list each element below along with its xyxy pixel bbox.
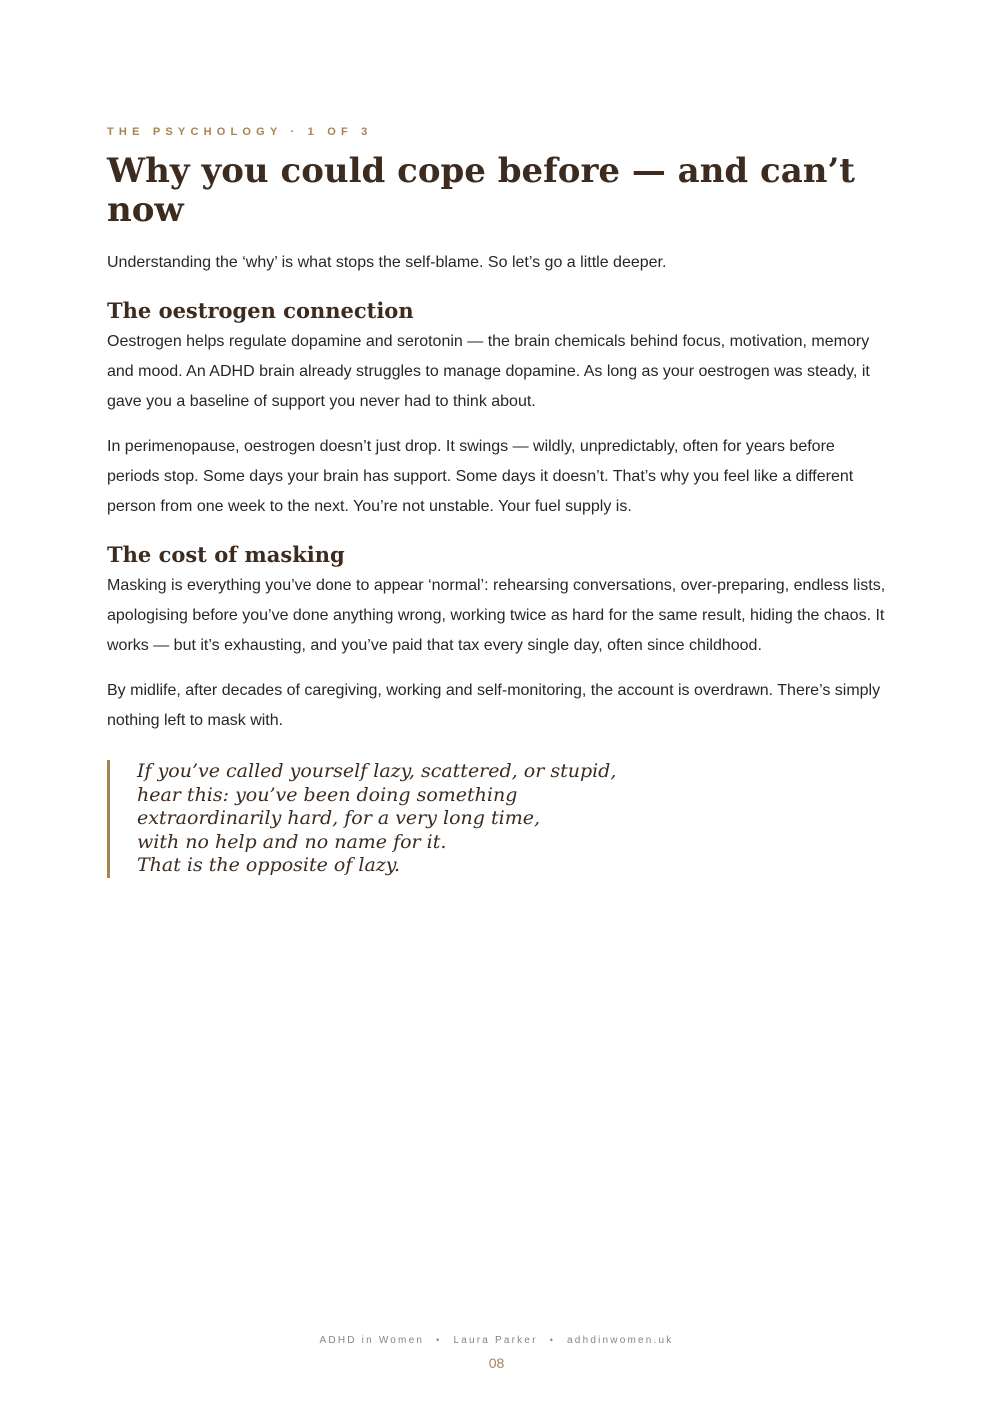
section-masking xyxy=(107,540,887,736)
body-paragraph: In perimenopause, oestrogen doesn’t just drop. It swings — wildly, unpredictably, often for years before periods stop. Some days your brain has support. Some days it doesn’t. That’s why you feel like a different person from one week to the next. You’re not unstable. Your fuel supply is. xyxy=(107,438,854,515)
page-content xyxy=(107,124,887,878)
pull-quote xyxy=(107,760,887,878)
page-number: 08 xyxy=(488,1355,505,1371)
footer-publication: ADHD in Women xyxy=(319,1335,425,1346)
footer-website: adhdinwomen.uk xyxy=(567,1335,674,1346)
page-footer xyxy=(0,1335,993,1346)
section-heading: The cost of masking xyxy=(107,542,345,567)
footer-author: Laura Parker xyxy=(453,1335,538,1346)
section-eyebrow: THE PSYCHOLOGY · 1 OF 3 xyxy=(107,126,373,138)
body-paragraph: By midlife, after decades of caregiving, working and self-monitoring, the account is overdrawn. There’s simply nothing left to mask with. xyxy=(107,682,881,729)
footer-separator: • xyxy=(549,1335,556,1345)
quote-line: extraordinarily hard, for a very long time, xyxy=(137,807,540,829)
quote-line: That is the opposite of lazy. xyxy=(137,854,401,876)
section-heading: The oestrogen connection xyxy=(107,298,414,323)
body-paragraph: Masking is everything you’ve done to appear ‘normal’: rehearsing conversations, over-preparing, endless lists, apologising before you’ve done anything wrong, working twice as hard for the same result, hiding the chaos. It works — but it’s exhausting, and you’ve paid that tax every single day, often since childhood. xyxy=(107,577,886,654)
quote-line: with no help and no name for it. xyxy=(137,830,447,853)
section-oestrogen xyxy=(107,296,887,522)
quote-line: hear this: you’ve been doing something xyxy=(137,783,518,806)
body-paragraph: Oestrogen helps regulate dopamine and serotonin — the brain chemicals behind focus, motivation, memory and mood. An ADHD brain already struggles to manage dopamine. As long as your oestrogen was steady, it gave you a baseline of support you never had to think about. xyxy=(107,333,870,410)
intro-paragraph: Understanding the ‘why’ is what stops the self-blame. So let’s go a little deeper. xyxy=(107,254,667,271)
footer-separator: • xyxy=(436,1335,442,1345)
quote-line: If you’ve called yourself lazy, scattered, or stupid, xyxy=(137,760,617,782)
page-title: Why you could cope before — and can’t now xyxy=(107,151,856,230)
